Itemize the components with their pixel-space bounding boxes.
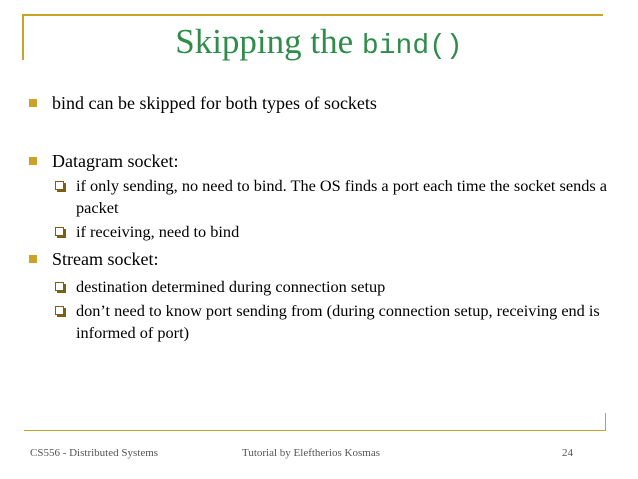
- slide-title: [0, 22, 638, 62]
- title-text: Skipping the: [175, 22, 362, 61]
- footer-page-number: 24: [562, 447, 573, 459]
- sub-bullet-text: if only sending, no need to bind. The OS finds a port each time the socket sends a packet: [76, 176, 607, 217]
- sub-bullet-text: if receiving, need to bind: [76, 222, 240, 241]
- frame-top-line: [22, 14, 603, 16]
- box-bullet-icon: [55, 181, 64, 190]
- bullet-item: [52, 92, 377, 114]
- square-bullet-icon: [29, 99, 37, 107]
- box-bullet-icon: [55, 282, 64, 291]
- bullet-item: [52, 150, 178, 172]
- footer-author: Tutorial by Eleftherios Kosmas: [242, 447, 380, 459]
- sub-bullet-item: [76, 276, 631, 298]
- bullet-text: Stream socket:: [52, 249, 159, 269]
- sub-bullet-item: [76, 175, 631, 219]
- frame-right-line: [605, 413, 606, 431]
- box-bullet-icon: [55, 227, 64, 236]
- sub-bullet-text: don’t need to know port sending from (during connection setup, receiving end is informed of port): [76, 301, 600, 342]
- title-code: bind(): [361, 31, 463, 62]
- bullet-item: [52, 248, 158, 270]
- bullet-text: bind can be skipped for both types of sockets: [52, 93, 377, 113]
- frame-bottom-line: [24, 430, 606, 431]
- square-bullet-icon: [29, 255, 37, 263]
- sub-bullet-text: destination determined during connection setup: [76, 277, 386, 296]
- box-bullet-icon: [55, 306, 64, 315]
- footer-course: CS556 - Distributed Systems: [30, 447, 159, 459]
- square-bullet-icon: [29, 157, 37, 165]
- sub-bullet-item: [76, 300, 631, 344]
- sub-bullet-item: [76, 221, 631, 243]
- bullet-text: Datagram socket:: [52, 151, 179, 171]
